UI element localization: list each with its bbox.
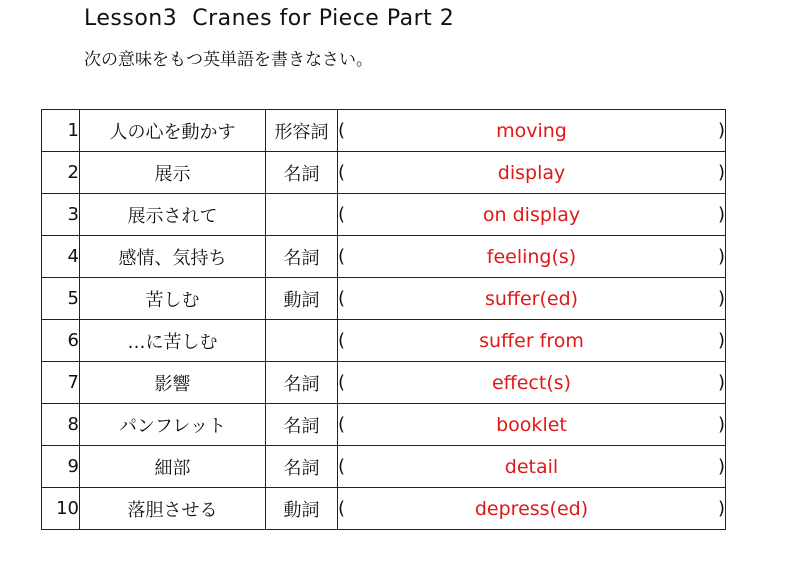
- part-of-speech: [266, 194, 338, 236]
- open-paren: (: [338, 372, 346, 393]
- close-paren: ): [717, 288, 725, 309]
- table-row: [42, 194, 726, 236]
- open-paren: (: [338, 498, 346, 519]
- part-of-speech: 形容詞: [266, 110, 338, 152]
- english-answer: booklet: [496, 413, 567, 436]
- answer-cell: [338, 488, 726, 530]
- close-paren: ): [717, 456, 725, 477]
- part-of-speech: 名詞: [266, 446, 338, 488]
- japanese-meaning: 感情、気持ち: [80, 236, 266, 278]
- table-row: [42, 110, 726, 152]
- close-paren: ): [717, 372, 725, 393]
- table-row: [42, 152, 726, 194]
- table-row: [42, 362, 726, 404]
- table-row: [42, 488, 726, 530]
- part-of-speech: 動詞: [266, 278, 338, 320]
- table-row: [42, 404, 726, 446]
- japanese-meaning: 細部: [80, 446, 266, 488]
- answer-cell: [338, 194, 726, 236]
- row-number: 10: [42, 488, 80, 530]
- row-number: 2: [42, 152, 80, 194]
- japanese-meaning: 人の心を動かす: [80, 110, 266, 152]
- answer-cell: [338, 362, 726, 404]
- close-paren: ): [717, 498, 725, 519]
- english-answer: detail: [504, 455, 559, 478]
- row-number: 8: [42, 404, 80, 446]
- open-paren: (: [338, 414, 346, 435]
- open-paren: (: [338, 288, 346, 309]
- open-paren: (: [338, 246, 346, 267]
- open-paren: (: [338, 330, 346, 351]
- part-of-speech: 名詞: [266, 152, 338, 194]
- english-answer: display: [497, 161, 566, 184]
- part-of-speech: [266, 320, 338, 362]
- answer-cell: [338, 446, 726, 488]
- page-title: Lesson3 Cranes for Piece Part 2: [84, 6, 455, 31]
- japanese-meaning: パンフレット: [80, 404, 266, 446]
- japanese-meaning: 影響: [80, 362, 266, 404]
- row-number: 3: [42, 194, 80, 236]
- answer-cell: [338, 404, 726, 446]
- english-answer: on display: [482, 203, 581, 226]
- japanese-meaning: …に苦しむ: [80, 320, 266, 362]
- close-paren: ): [717, 330, 725, 351]
- table-row: [42, 236, 726, 278]
- english-answer: depress(ed): [474, 497, 589, 520]
- english-answer: effect(s): [491, 371, 572, 394]
- table-row: [42, 278, 726, 320]
- table-row: [42, 446, 726, 488]
- close-paren: ): [717, 204, 725, 225]
- open-paren: (: [338, 204, 346, 225]
- row-number: 1: [42, 110, 80, 152]
- close-paren: ): [717, 120, 725, 141]
- english-answer: moving: [496, 119, 567, 142]
- japanese-meaning: 落胆させる: [80, 488, 266, 530]
- close-paren: ): [717, 246, 725, 267]
- part-of-speech: 名詞: [266, 236, 338, 278]
- table-row: [42, 320, 726, 362]
- answer-cell: [338, 278, 726, 320]
- instruction-text: 次の意味をもつ英単語を書きなさい。: [84, 50, 373, 70]
- answer-cell: [338, 110, 726, 152]
- part-of-speech: 名詞: [266, 404, 338, 446]
- open-paren: (: [338, 162, 346, 183]
- close-paren: ): [717, 414, 725, 435]
- row-number: 4: [42, 236, 80, 278]
- row-number: 9: [42, 446, 80, 488]
- part-of-speech: 名詞: [266, 362, 338, 404]
- japanese-meaning: 展示されて: [80, 194, 266, 236]
- answer-cell: [338, 152, 726, 194]
- japanese-meaning: 展示: [80, 152, 266, 194]
- answer-cell: [338, 236, 726, 278]
- part-of-speech: 動詞: [266, 488, 338, 530]
- row-number: 7: [42, 362, 80, 404]
- english-answer: feeling(s): [486, 245, 577, 268]
- english-answer: suffer(ed): [484, 287, 579, 310]
- japanese-meaning: 苦しむ: [80, 278, 266, 320]
- row-number: 5: [42, 278, 80, 320]
- row-number: 6: [42, 320, 80, 362]
- open-paren: (: [338, 456, 346, 477]
- answer-cell: [338, 320, 726, 362]
- close-paren: ): [717, 162, 725, 183]
- open-paren: (: [338, 120, 346, 141]
- english-answer: suffer from: [479, 329, 584, 352]
- vocabulary-table: [41, 109, 726, 530]
